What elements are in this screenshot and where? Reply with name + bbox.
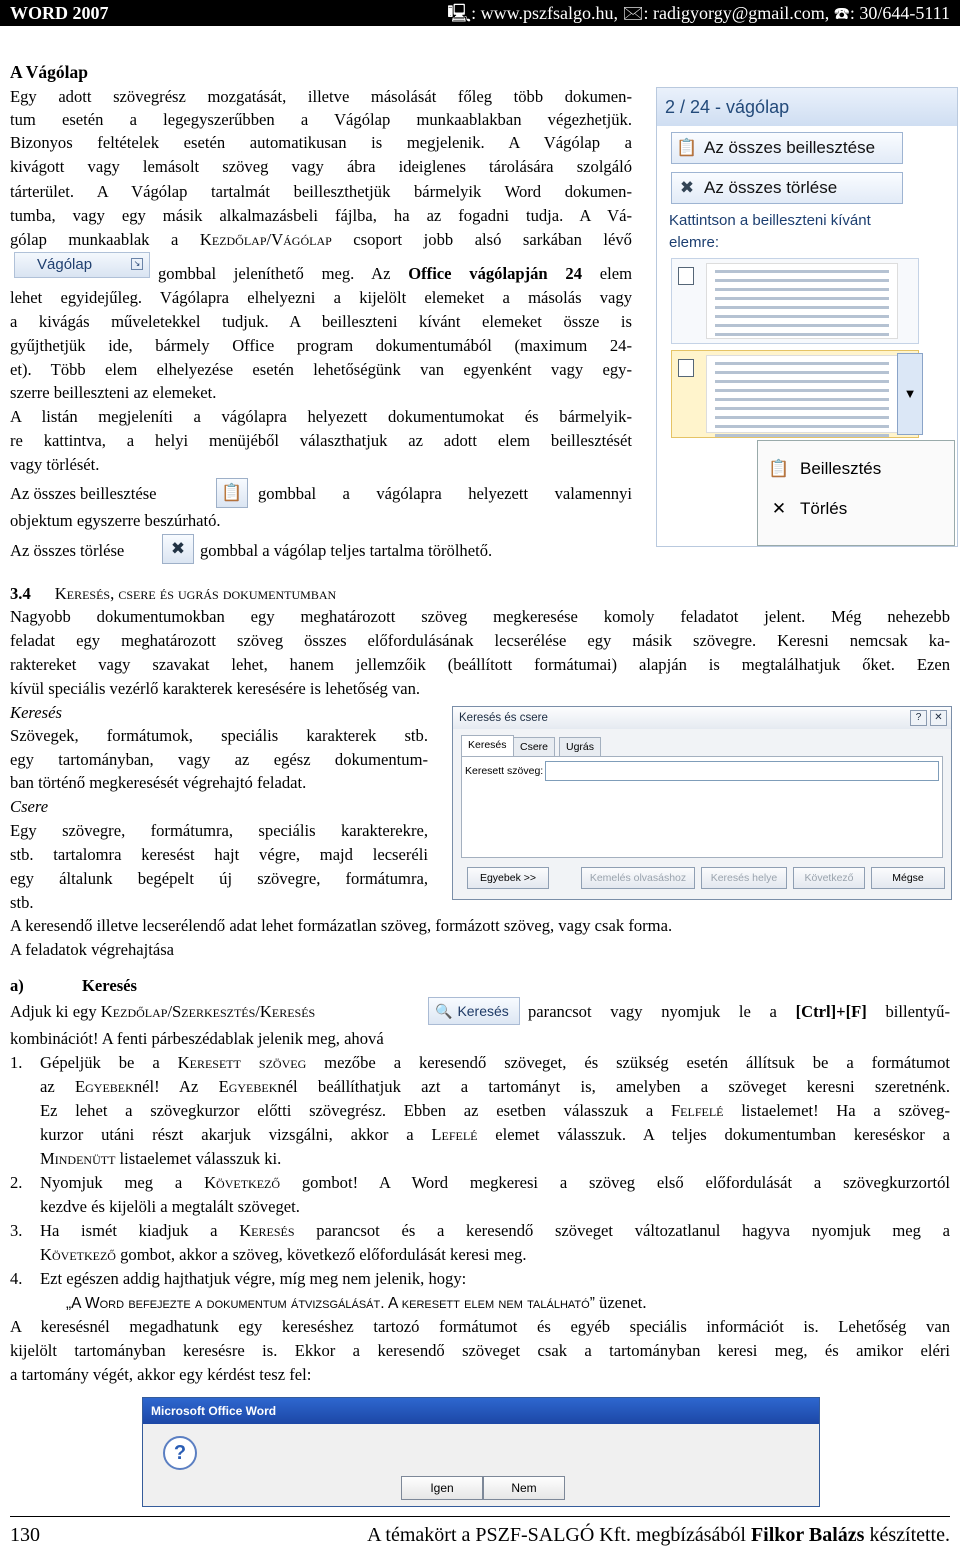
paragraph-line: Bizonyos feltételek esetén automatikusan is megjelenik. A Vágólap a bbox=[10, 133, 632, 152]
no-button[interactable]: Nem bbox=[483, 1476, 565, 1500]
paragraph-line: gombbal a vágólapra helyezett valamennyi bbox=[258, 484, 632, 503]
subheading-csere: Csere bbox=[10, 797, 49, 816]
section-heading-clipboard: A Vágólap bbox=[10, 62, 88, 82]
clipboard-item-selected[interactable] bbox=[671, 350, 919, 438]
dialog-titlebar: Keresés és csere ? ✕ bbox=[453, 707, 951, 729]
highlight-button[interactable]: Kemelés olvasáshoz bbox=[581, 867, 695, 889]
paragraph-line: tumba, vagy egy másik alkalmazásbeli fájlba, ha az fogadni tudja. A Vá- bbox=[10, 206, 632, 225]
paragraph-line: lehet egyidejűleg. Vágólapra elhelyezni a kijelölt elemeket a másolás vagy bbox=[10, 288, 632, 307]
paragraph-line: stb. bbox=[10, 893, 34, 912]
paragraph-line: A keresésnél megadhatunk egy kereséshez tartozó formátumot és egyéb speciális információt is. Lehetőség van bbox=[10, 1317, 950, 1336]
paragraph-line: vagy törlését. bbox=[10, 455, 100, 474]
paragraph-line: Az összes beillesztése bbox=[10, 484, 157, 503]
paragraph-line: kijelölt tartományban keresésre is. Ekkor a keresendő szöveget csak a tartományban keresi meg, és amikor eléri bbox=[10, 1341, 950, 1360]
subheading-kereses: Keresés bbox=[10, 703, 62, 722]
question-icon: ? bbox=[163, 1436, 197, 1470]
paragraph-line: Az összes törlése bbox=[10, 541, 125, 560]
paragraph-line: kombinációt! A fenti párbeszédablak jelenik meg, ahová bbox=[10, 1029, 384, 1048]
footer-credit: A témakört a PSZF-SALGÓ Kft. megbízásából Filkor Balázs készítette. bbox=[367, 1524, 950, 1546]
list-line: Mindenütt listaelemet válasszuk ki. bbox=[40, 1149, 282, 1168]
paragraph-line: A keresendő illetve lecserélendő adat lehet formázatlan szöveg, formázott szöveg, vagy csak forma. bbox=[10, 916, 673, 935]
page-number: 130 bbox=[10, 1524, 40, 1546]
cancel-button[interactable]: Mégse bbox=[871, 867, 945, 889]
find-next-button[interactable]: Következő bbox=[793, 867, 865, 889]
close-icon[interactable]: ✕ bbox=[930, 710, 947, 726]
list-number: 2. bbox=[10, 1173, 23, 1192]
list-line: Ezt egészen addig hajthatjuk végre, míg meg nem jelenik, hogy: bbox=[40, 1269, 467, 1288]
find-ribbon-button[interactable]: 🔍 Keresés bbox=[428, 997, 520, 1025]
find-replace-dialog bbox=[452, 706, 952, 900]
tab-kereses[interactable]: Keresés bbox=[461, 735, 514, 757]
clipboard-item[interactable] bbox=[671, 258, 919, 344]
paste-icon: 📋 bbox=[768, 459, 790, 478]
subheading-a: Keresés bbox=[82, 976, 137, 995]
clear-all-icon[interactable]: ✖ bbox=[162, 534, 194, 564]
list-line: kurzor utáni részt akarjuk vizsgálni, akkor a Lefelé elemet válasszuk. A teljes dokumentumban kereséskor a bbox=[40, 1125, 950, 1144]
list-line: kezdve és kijelöli a megtalált szöveget. bbox=[40, 1197, 300, 1216]
paragraph-line: re kattintva, a helyi menüjéből választhatjuk az adott elem beillesztését bbox=[10, 431, 632, 450]
binoculars-icon: 🔍 bbox=[435, 1003, 453, 1019]
paragraph-line: kívül speciális vezérlő karakterek keresésére is lehetőség van. bbox=[10, 679, 421, 698]
paragraph-line: objektum egyszerre beszúrható. bbox=[10, 511, 221, 530]
paragraph-line: gombbal jeleníthető meg. Az Office vágólapján 24 elem bbox=[158, 264, 632, 283]
paragraph-line: parancsot vagy nyomjuk le a [Ctrl]+[F] billentyű- bbox=[528, 1002, 951, 1021]
paragraph-line: egy tartományban, vagy az egész dokumentum- bbox=[10, 750, 428, 769]
dialog-launcher-icon: ↘ bbox=[131, 258, 143, 270]
paragraph-line: et). Több elem elhelyezése esetén lehetőségünk van egyenként vagy egy- bbox=[10, 360, 632, 379]
paragraph-line: ban történő megkeresését végrehajtó feladat. bbox=[10, 773, 307, 792]
list-line: „A Word befejezte a dokumentum átvizsgálását. A keresett elem nem található” üzenet. bbox=[66, 1293, 647, 1312]
clipboard-hint: Kattintson a beilleszteni kívánt elemre: bbox=[669, 212, 871, 251]
section-heading-search: 3.4 Keresés, csere és ugrás dokumentumban bbox=[10, 584, 337, 603]
paragraph-line: gombbal a vágólap teljes tartalma törölhető. bbox=[200, 541, 493, 560]
paragraph-line: egy általunk begépelt új szövegre, formátumra, bbox=[10, 869, 428, 888]
clipboard-pane-title: 2 / 24 - vágólap bbox=[657, 88, 958, 126]
paste-all-icon[interactable]: 📋 bbox=[216, 478, 248, 508]
paragraph-line: Szövegek, formátumok, speciális karakterek stb. bbox=[10, 726, 428, 745]
yes-button[interactable]: Igen bbox=[401, 1476, 483, 1500]
document-icon bbox=[678, 359, 694, 377]
paste-all-icon: 📋 bbox=[676, 138, 698, 157]
list-number: 4. bbox=[10, 1269, 23, 1288]
list-line: Nyomjuk meg a Következő gombot! A Word megkeresi a szöveg első előfordulását a szövegkurzortól bbox=[40, 1173, 950, 1192]
item-context-menu bbox=[757, 440, 955, 546]
clipboard-launcher-button[interactable]: Vágólap ↘ bbox=[14, 252, 150, 278]
item-dropdown-arrow[interactable]: ▼ bbox=[897, 353, 923, 435]
paragraph-line: stb. tartalomra keresést hajt végre, majd lecseréli bbox=[10, 845, 428, 864]
paragraph-line: tárterület. A Vágólap tartalmát beilleszthetjük bármelyik Word dokumen- bbox=[10, 182, 632, 201]
document-icon bbox=[678, 267, 694, 285]
paragraph-line: gólap munkaablak a Kezdőlap/Vágólap csoport jobb alsó sarkában lévő bbox=[10, 230, 632, 249]
paragraph-line: kivágott vagy lemásolt szöveg vagy ábra ideiglenes tárolására szolgáló bbox=[10, 157, 632, 176]
paragraph-line: Adjuk ki egy Kezdőlap/Szerkesztés/Keresés bbox=[10, 1002, 316, 1021]
paragraph-line: A listán megjeleníti a vágólapra helyezett dokumentumokat és bármelyik- bbox=[10, 407, 632, 426]
paragraph-line: Egy szövegre, formátumra, speciális karakterekre, bbox=[10, 821, 428, 840]
paragraph-line: Egy adott szövegrész mozgatását, illetve másolását főleg több dokumen- bbox=[10, 87, 632, 106]
paragraph-line: a tartomány végét, akkor egy kérdést tesz fel: bbox=[10, 1365, 312, 1384]
paragraph-line: tum esetén a legegyszerűbben a Vágólap munkaablakban végezhetjük. bbox=[10, 110, 632, 129]
menu-item-delete[interactable]: ✕ Törlés bbox=[758, 491, 954, 527]
message-box bbox=[142, 1397, 820, 1507]
delete-icon: ✕ bbox=[771, 499, 787, 518]
paragraph-line: gyűjthetjük ide, bármely Office program dokumentumából (maximum 24- bbox=[10, 336, 632, 355]
list-line: Ez lehet a szövegkurzor előtti szövegrész. Ebben az esetben válasszuk a Felfelé listaelemet! Ha a szöveg- bbox=[40, 1101, 950, 1120]
paragraph-line: A feladatok végrehajtása bbox=[10, 940, 175, 959]
paragraph-line: a kivágás műveletekkel tudjuk. A beilleszteni kívánt elemeket össze is bbox=[10, 312, 632, 331]
list-number: 1. bbox=[10, 1053, 23, 1072]
list-line: Ha ismét kiadjuk a Keresés parancsot és a keresendő szöveget változatlanul hagyva nyomjuk meg a bbox=[40, 1221, 951, 1240]
header-contact: 🖳: www.pszfsalgo.hu, 🖂: radigyorgy@gmail.com, ☎: 30/644-5111 bbox=[447, 3, 950, 23]
help-icon[interactable]: ? bbox=[910, 710, 927, 726]
search-text-label: Keresett szöveg: bbox=[465, 765, 544, 777]
list-line: Következő gombot, akkor a szöveg, következő előfordulását keresi meg. bbox=[40, 1245, 527, 1264]
menu-path: Kezdőlap/Vágólap bbox=[199, 230, 332, 249]
clear-all-icon: ✖ bbox=[679, 178, 695, 197]
list-line: az Egyebeknél! Az Egyebeknél beállíthatjuk azt a tartományt is, amelyben a szöveget keresni szeretnénk. bbox=[40, 1077, 950, 1096]
page-header bbox=[0, 0, 960, 26]
clear-all-button[interactable]: ✖ Az összes törlése bbox=[671, 172, 903, 204]
find-in-button[interactable]: Keresés helye bbox=[701, 867, 787, 889]
paste-all-button[interactable]: 📋 Az összes beillesztése bbox=[671, 132, 903, 164]
footer-rule bbox=[10, 1516, 950, 1517]
paragraph-line: raktereket vagy szavakat lehet, hanem jellemzőik (beállított formátumai) alapján is megtalálhatjuk őket. Ezen bbox=[10, 655, 950, 674]
list-label-a: a) bbox=[10, 976, 24, 995]
menu-item-paste[interactable]: 📋 Beillesztés bbox=[758, 451, 954, 487]
paragraph-line: feladat egy meghatározott szöveg összes előfordulásának lecserélése egy másik szövegre. Keresni nemcsak ka- bbox=[10, 631, 950, 650]
header-title: WORD 2007 bbox=[10, 3, 109, 23]
message-box-titlebar: Microsoft Office Word bbox=[143, 1398, 819, 1424]
paragraph-line: Nagyobb dokumentumokban egy meghatározott szöveg megkeresése komoly feladatot jelent. Még nehezebb bbox=[10, 607, 950, 626]
more-button[interactable]: Egyebek >> bbox=[467, 867, 549, 889]
list-line: Gépeljük be a Keresett szöveg mezőbe a keresendő szöveget, és szükség esetén állítsuk be a formátumot bbox=[40, 1053, 950, 1072]
list-number: 3. bbox=[10, 1221, 23, 1240]
clipboard-pane bbox=[656, 87, 958, 547]
paragraph-line: szerre beilleszteni az elemeket. bbox=[10, 383, 217, 402]
tab-ugras[interactable]: Ugrás bbox=[559, 737, 601, 756]
search-text-input[interactable] bbox=[545, 761, 939, 781]
tab-csere[interactable]: Csere bbox=[513, 737, 555, 756]
